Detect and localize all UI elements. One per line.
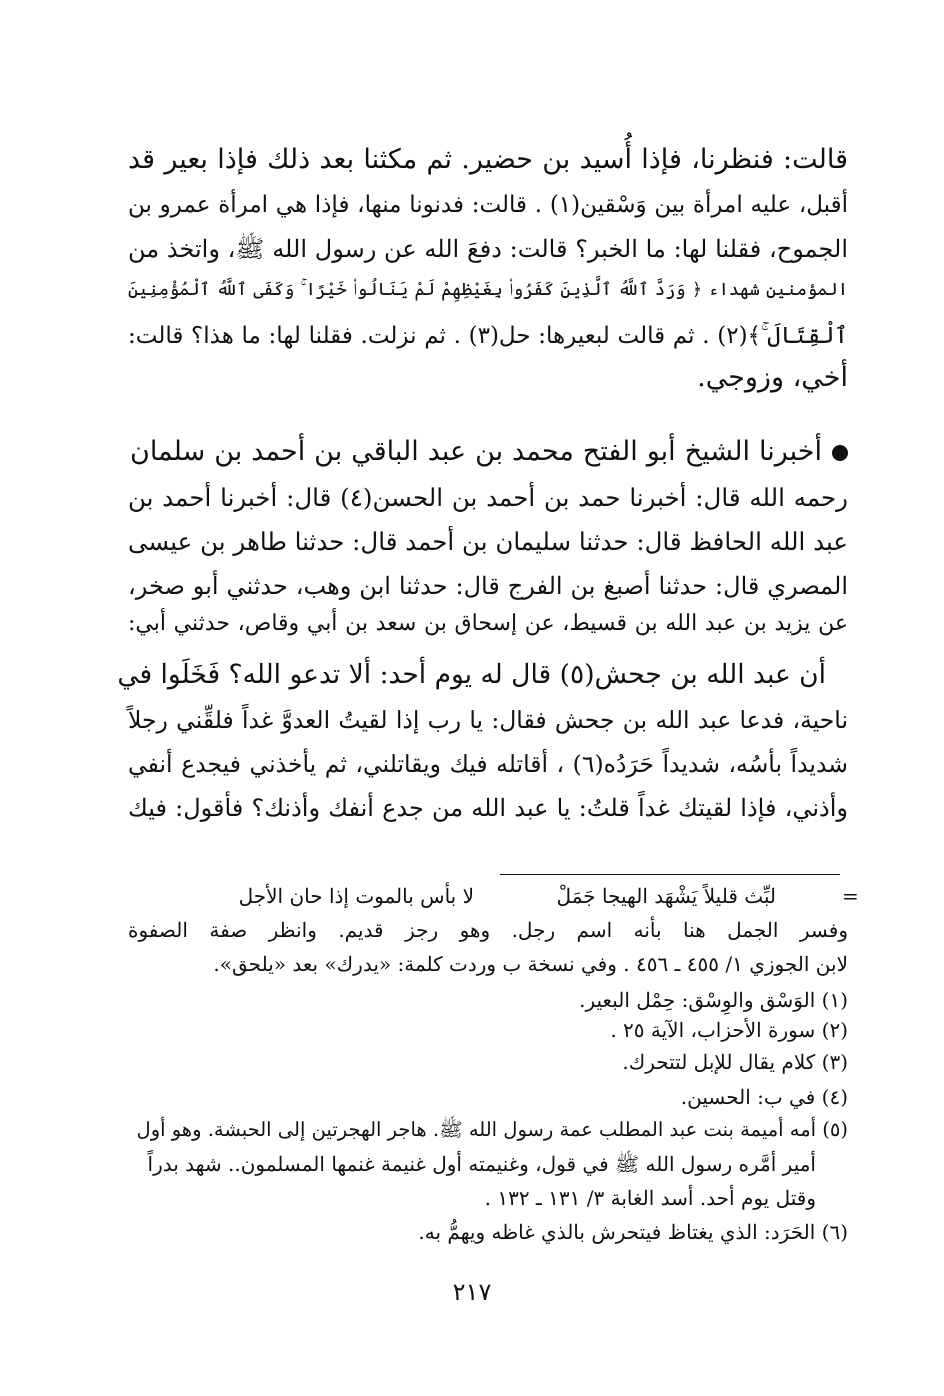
- body-line: الجموح، فقلنا لها: ما الخبر؟ قالت: دفعَ الله عن رسول الله ﷺ، واتخذ من: [128, 235, 848, 263]
- footnote-verse-hemistich: لبِّث قليلاً يَشْهَد الهيجا جَمَلْ: [556, 884, 776, 908]
- body-line: أخبرنا الشيخ أبو الفتح محمد بن عبد الباقي بن أحمد بن سلمان: [130, 436, 822, 467]
- body-line: عن يزيد بن عبد الله بن قسيط، عن إسحاق بن سعد بن أبي وقاص، حدثني أبي:: [128, 611, 848, 636]
- continuation-mark: =: [842, 884, 859, 908]
- body-line: أن عبد الله بن جحش(٥) قال له يوم أحد: ألا تدعو الله؟ فَخَلَوا في: [117, 659, 826, 690]
- body-line: أخي، وزوجي.: [697, 362, 848, 393]
- body-line: ناحية، فدعا عبد الله بن جحش فقال: يا رب إذا لقيتُ العدوَّ غداً فلقِّني رجلاً: [128, 706, 848, 734]
- body-line: وأذني، فإذا لقيتك غداً قلتُ: يا عبد الله من جدع أنفك وأذنك؟ فأقول: فيك: [128, 794, 848, 822]
- footnote-item: وقتل يوم أحد. أسد الغابة ٣/ ١٣١ ـ ١٣٢ .: [484, 1186, 816, 1210]
- footnote-item: (٦) الحَرَد: الذي يغتاظ فيتحرش بالذي غاظه ويهمُّ به.: [418, 1220, 848, 1244]
- footnote-line: وفسر الجمل هنا بأنه اسم رجل. وهو رجز قديم. وانظر صفة الصفوة: [128, 918, 848, 942]
- body-line: أقبل، عليه امرأة بين وَسْقين(١) . قالت: فدنونا منها، فإذا هي امرأة عمرو بن: [128, 192, 848, 218]
- footnote-item: (٥) أمه أميمة بنت عبد المطلب عمة رسول الله ﷺ. هاجر الهجرتين إلى الحبشة. وهو أول: [136, 1118, 848, 1141]
- bullet-icon: [832, 445, 848, 461]
- footnote-verse-hemistich: لا بأس بالموت إذا حان الأجل: [238, 884, 474, 908]
- isnad-first-line: [128, 432, 848, 472]
- footnote-line: لابن الجوزي ١/ ٤٥٥ ـ ٤٥٦ . وفي نسخة ب وردت كلمة: «يدرك» بعد «يلحق».: [213, 952, 848, 976]
- footnote-item: (٤) في ب: الحسين.: [680, 1085, 848, 1109]
- body-line: المصري قال: حدثنا أصبغ بن الفرج قال: حدثنا ابن وهب، حدثني أبو صخر،: [128, 572, 848, 600]
- footnote-item: (١) الوَسْق والوِسْق: حِمْل البعير.: [579, 988, 848, 1012]
- body-line: عبد الله الحافظ قال: حدثنا سليمان بن أحمد قال: حدثنا طاهر بن عيسى: [128, 527, 848, 556]
- body-line: قالت: فنظرنا، فإذا أُسيد بن حضير. ثم مكثنا بعد ذلك فإذا بعير قد: [128, 144, 848, 175]
- page-number: ٢١٧: [452, 1278, 492, 1306]
- footnote-separator: [500, 874, 840, 875]
- body-line: ٱلْقِتَالَ ۚ﴾(٢) . ثم قالت لبعيرها: حل(٣) . ثم نزلت. فقلنا لها: ما هذا؟ قالت:: [128, 323, 849, 349]
- footnote-item: (٣) كلام يقال للإبل لتتحرك.: [622, 1050, 848, 1074]
- body-line: رحمه الله قال: أخبرنا حمد بن أحمد بن الحسن(٤) قال: أخبرنا أحمد بن: [128, 483, 848, 512]
- footnote-item: أمير أمَّره رسول الله ﷺ في قول، وغنيمته أول غنيمة غنمها المسلمون.. شهد بدراً: [147, 1152, 816, 1176]
- footnote-item: (٢) سورة الأحزاب، الآية ٢٥ .: [610, 1018, 848, 1042]
- body-line: شديداً بأسُه، شديداً حَرَدُه(٦) ، أقاتله فيك ويقاتلني، ثم يأخذني فيجدع أنفي: [128, 750, 848, 778]
- quran-verse-line: المؤمنين شهداء ﴿ وَرَدَّ ٱللَّهُ ٱلَّذِينَ كَفَرُوا۟ بِغَيْظِهِمْ لَمْ يَنَالُوا۟ خَيْرًا ۚ وَكَفَى ٱللَّهُ ٱلْمُؤْمِنِينَ: [128, 280, 848, 300]
